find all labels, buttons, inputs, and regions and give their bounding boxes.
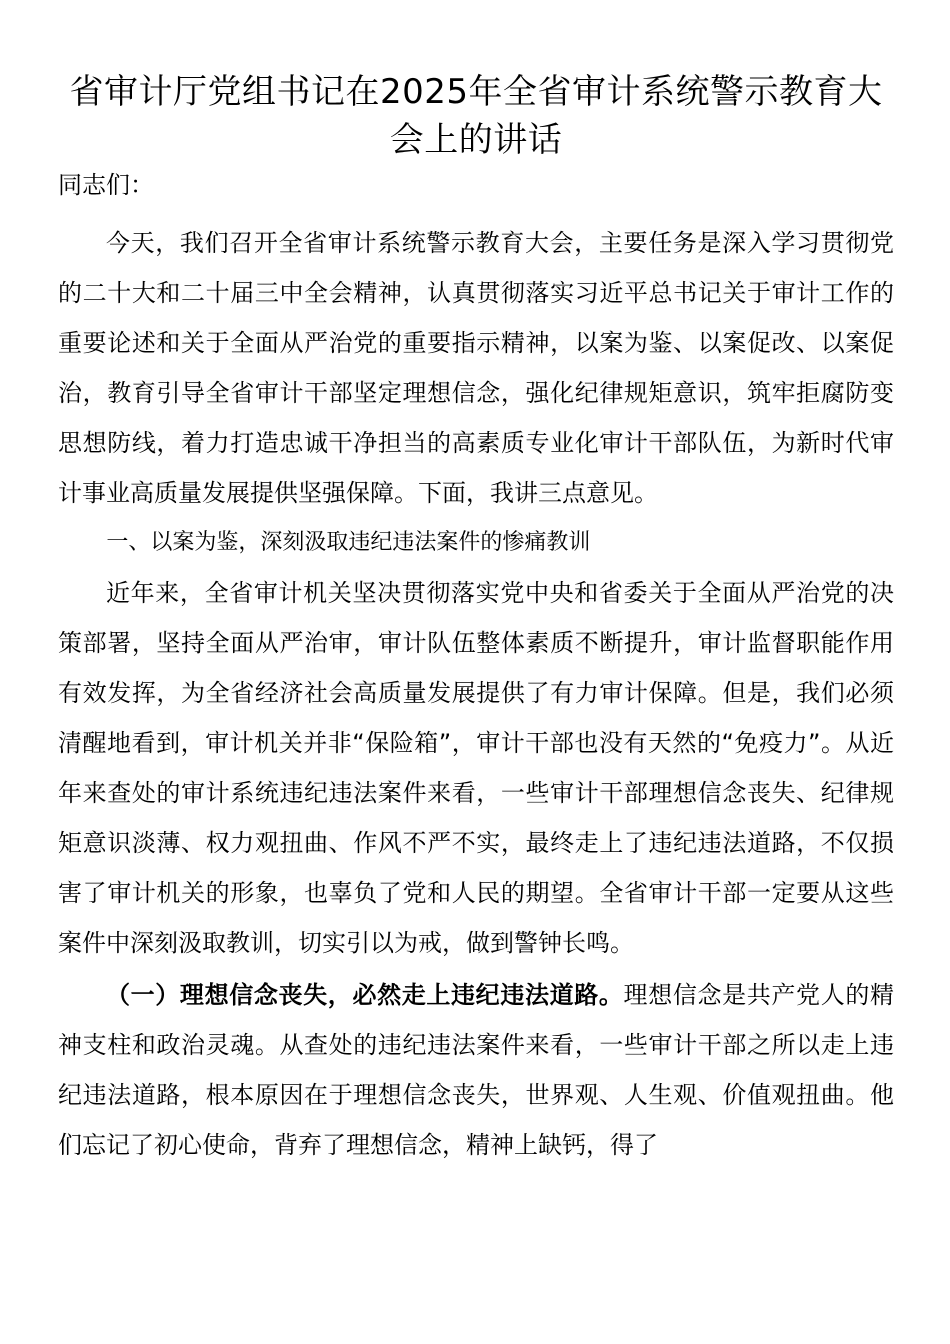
subsection-heading-1: （一）理想信念丧失，必然走上违纪违法道路。: [106, 981, 624, 1009]
section-1-paragraph: 近年来，全省审计机关坚决贯彻落实党中央和省委关于全面从严治党的决策部署，坚持全面从严治审，审计队伍整体素质不断提升，审计监督职能作用有效发挥，为全省经济社会高质量发展提供了有力审计保障。但是，我们必须清醒地看到，审计机关并非“保险箱”，审计干部也没有天然的“免疫力”。从近年来查处的审计系统违纪违法案件来看，一些审计干部理想信念丧失、纪律规矩意识淡薄、权力观扭曲、作风不严不实，最终走上了违纪违法道路，不仅损害了审计机关的形象，也辜负了党和人民的期望。全省审计干部一定要从这些案件中深刻汲取教训，切实引以为戒，做到警钟长鸣。: [58, 579, 894, 957]
salutation: 同志们：: [58, 171, 154, 199]
intro-paragraph: 今天，我们召开全省审计系统警示教育大会，主要任务是深入学习贯彻党的二十大和二十届三中全会精神，认真贯彻落实习近平总书记关于审计工作的重要论述和关于全面从严治党的重要指示精神，以案为鉴、以案促改、以案促治，教育引导全省审计干部坚定理想信念，强化纪律规矩意识，筑牢拒腐防变思想防线，着力打造忠诚干净担当的高素质专业化审计干部队伍，为新时代审计事业高质量发展提供坚强保障。下面，我讲三点意见。: [58, 229, 894, 507]
subsection-1-paragraph: [58, 970, 894, 1170]
subsection-1-body: 理想信念是共产党人的精神支柱和政治灵魂。从查处的违纪违法案件来看，一些审计干部之所以走上违纪违法道路，根本原因在于理想信念丧失，世界观、人生观、价值观扭曲。他们忘记了初心使命，背弃了理想信念，精神上缺钙，得了: [58, 981, 894, 1159]
document-title: 省审计厅党组书记在2025年全省审计系统警示教育大会上的讲话: [69, 72, 883, 160]
document-page: [58, 68, 894, 1170]
section-heading-1: 一、以案为鉴，深刻汲取违纪违法案件的惨痛教训: [106, 530, 591, 555]
